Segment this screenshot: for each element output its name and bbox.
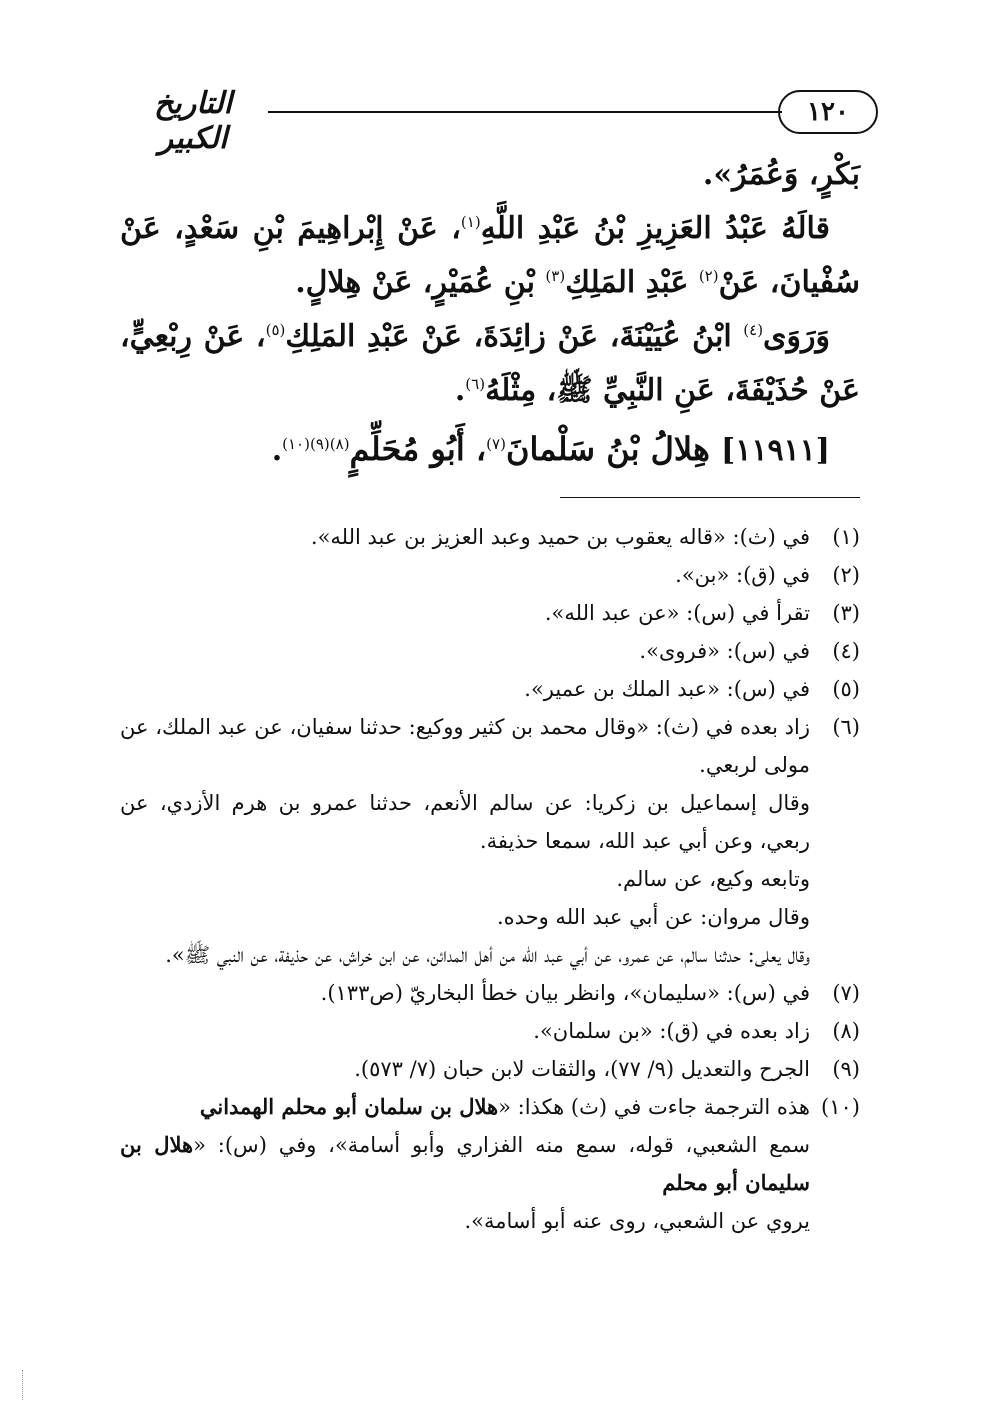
footnote-text: في (س): «عبد الملك بن عمير». [524,677,810,701]
footnote-ref-8-10[interactable]: (٨)(٩)(١٠) [282,435,350,453]
footnote-separator [560,497,860,498]
text-segment: وَرَوَى [763,319,830,354]
main-paragraph-3 [120,310,860,418]
footnote-ref-1[interactable]: (١) [460,213,481,231]
footnote-text [120,1088,810,1126]
footnote-number: (٩) [832,1057,860,1081]
text-segment: عَبْدِ المَلِكِ [565,265,699,300]
footnote-6-continuation: وقال يعلى: حدثنا سالم، عن عمرو، عن أبي عبد الله من أهل المدائن، عن ابن خراش، عن حذيفة، عن النبي ﷺ». [165,943,810,967]
footnote-number: (٦) [832,715,860,739]
footnote-6 [120,708,860,784]
main-text [120,148,860,478]
footnote-text: في (ق): «بن». [675,563,810,587]
footnote-number: (١٠) [821,1095,860,1119]
footnote-number: (٣) [832,601,860,625]
footnote-number: (٨) [832,1019,860,1043]
footnote-10-continuation [120,1126,860,1202]
footnotes [120,518,860,1240]
biography-entry [120,422,860,478]
footnote-text: الجرح والتعديل (٩/ ٧٧)، والثقات لابن حبان (٧/ ٥٧٣). [354,1057,810,1081]
footnote-text: في (ث): «قاله يعقوب بن حميد وعبد العزيز بن عبد الله». [310,525,810,549]
footnote-number: (٧) [832,981,860,1005]
footnote-6-continuation: وقال إسماعيل بن زكريا: عن سالم الأنعم، حدثنا عمرو بن هرم الأزدي، عن ربعي، وعن أبي عبد الله، سمعا حذيفة. [120,791,810,853]
footnote-text: زاد بعده في (ث): «وقال محمد بن كثير ووكيع: حدثنا سفيان، عن عبد الملك، عن مولى لربعي. [120,715,810,777]
footnote-ref-4[interactable]: (٤) [743,321,764,339]
text-segment: قالَهُ عَبْدُ العَزِيزِ بْنُ عَبْدِ اللَّهِ [480,211,831,246]
footnote-10-text-a: هذه الترجمة جاءت في (ث) هكذا: « [498,1095,810,1119]
footnote-6-continuation: وقال مروان: عن أبي عبد الله وحده. [496,905,810,929]
footnote-ref-3[interactable]: (٣) [545,267,566,285]
footnote-text: في (س): «فروى». [639,639,810,663]
main-line-1: بَكْرٍ، وَعُمَرُ». [702,157,860,192]
footnote-number: (١) [832,525,860,549]
footnote-ref-7[interactable]: (٧) [486,435,506,453]
footnote-10-bold-a: هلال بن سلمان أبو محلم الهمداني [199,1094,499,1119]
footnote-1 [120,518,860,556]
footnote-number: (٥) [832,677,860,701]
entry-number: [١١٩١١] [721,433,830,468]
footnote-6-continuation: وتابعه وكيع، عن سالم. [616,867,810,891]
footnote-3 [120,594,860,632]
header-rule [268,111,782,113]
main-paragraph-2 [120,202,860,310]
footnote-10 [120,1088,860,1126]
page-header [118,86,878,156]
text-segment: ، عَنْ رِبْعِيٍّ، عَنْ حُذَيْفَةَ، عَنِ النَّبِيِّ ﷺ، مِثْلَهُ [120,319,860,408]
footnote-7 [120,974,860,1012]
footnote-4 [120,632,860,670]
page-number: ١٢٠ [778,90,878,134]
footnote-10-cont-a: سمع الشعبي، قوله، سمع منه الفزاري وأبو أسامة»، وفي (س): « [193,1133,810,1157]
text-segment: . [271,433,283,468]
footnote-ref-5[interactable]: (٥) [265,321,286,339]
margin-mark [22,1370,25,1400]
footnote-ref-6[interactable]: (٦) [465,375,486,393]
footnote-8 [120,1012,860,1050]
text-segment: ابْنُ عُيَيْنَةَ، عَنْ زائِدَةَ، عَنْ عَبْدِ المَلِكِ [285,319,744,354]
footnote-text: زاد بعده في (ق): «بن سلمان». [533,1019,810,1043]
footnote-10-continuation: يروي عن الشعبي، روى عنه أبو أسامة». [464,1209,810,1233]
running-title: التاريخ الكبير [154,86,232,156]
footnote-10-bold-b: هلال بن سليمان أبو محلم [120,1132,810,1195]
footnote-text: في (س): «سليمان»، وانظر بيان خطأ البخاريّ (ص١٣٣). [320,981,810,1005]
entry-kunya: ، أَبُو مُحَلِّمٍ [349,430,487,468]
footnote-number: (٤) [832,639,860,663]
footnote-ref-2[interactable]: (٢) [698,267,719,285]
footnote-2 [120,556,860,594]
text-segment: ، عَنْ إِبْراهِيمَ بْنِ سَعْدٍ، عَنْ سُفْيانَ، عَنْ [120,211,860,300]
text-segment: بْنِ عُمَيْرٍ، عَنْ هِلالٍ. [295,265,546,300]
footnote-number: (٢) [832,563,860,587]
footnote-9 [120,1050,860,1088]
footnote-5 [120,670,860,708]
entry-name: هِلالُ بْنُ سَلْمانَ [505,430,722,468]
text-segment: . [454,373,466,408]
footnote-text: تقرأ في (س): «عن عبد الله». [544,601,810,625]
